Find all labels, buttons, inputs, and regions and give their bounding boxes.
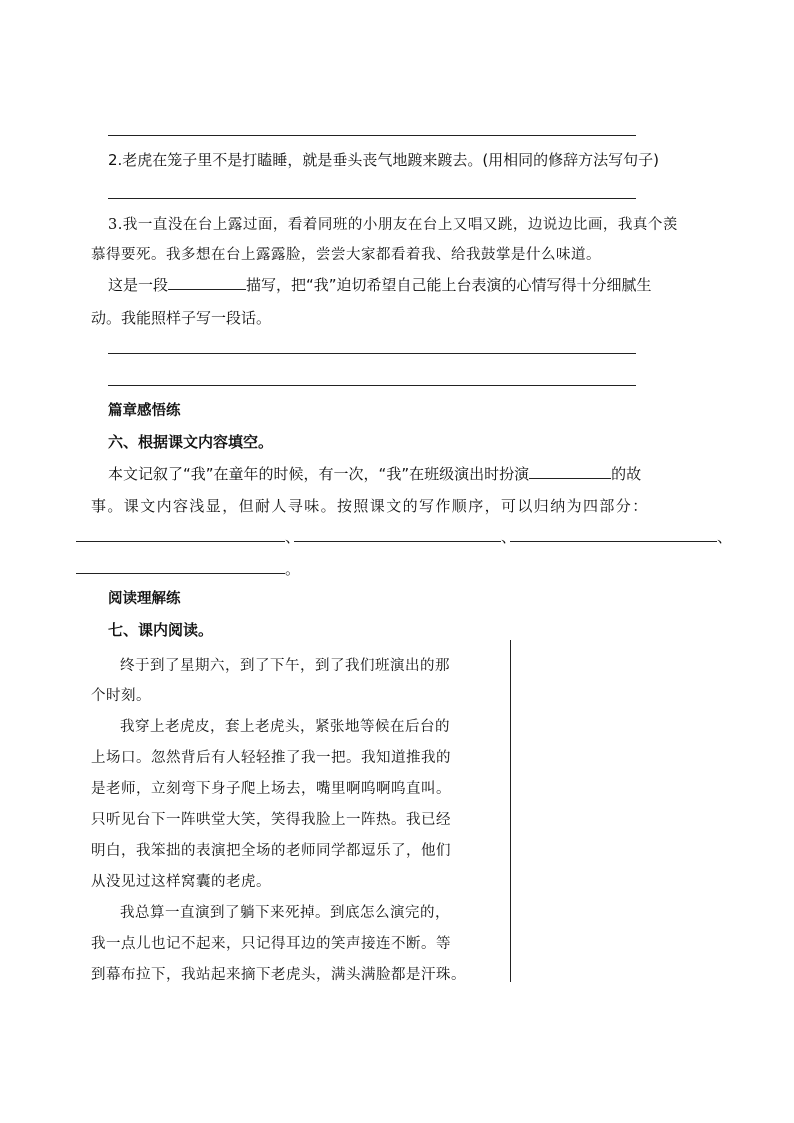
separator-3: 、 [717,528,733,546]
answer-line-q2[interactable] [108,198,636,199]
passage-line: 个时刻。 [91,688,151,704]
passage-line: 只听见台下一阵哄堂大笑，笑得我脸上一阵热。我已经 [91,812,451,828]
passage-line: 终于到了星期六，到了下午，到了我们班演出的那 [120,658,450,674]
passage-line: 我总算一直演到了躺下来死掉。到底怎么演完的， [120,905,450,921]
question-6-title: 六、根据课文内容填空。 [108,433,274,451]
question-6-line-2: 事。课文内容浅显，但耐人寻味。按照课文的写作顺序，可以归纳为四部分： [91,497,649,515]
passage-line: 从没见过这样窝囊的老虎。 [91,874,271,890]
blank-part-1[interactable] [76,541,285,542]
blank-part-4[interactable] [76,573,285,574]
question-3-prompt-cont: 动。我能照样子写一段话。 [91,309,272,327]
blank-part-2[interactable] [294,541,501,542]
question-7-title: 七、课内阅读。 [108,621,214,639]
question-3-line-1: 3.我一直没在台上露过面，看着同班的小朋友在台上又唱又跳，边说边比画，我真个羡 [108,217,678,233]
passage-line: 明白，我笨拙的表演把全场的老师同学都逗乐了，他们 [91,843,451,859]
separator-2: 、 [501,528,517,546]
answer-line-q3-1[interactable] [108,353,636,354]
blank-role[interactable] [529,464,611,479]
passage-line: 到幕布拉下，我站起来摘下老虎头，满头满脸都是汗珠。 [91,967,466,983]
blank-part-3[interactable] [510,541,717,542]
answer-line-q3-2[interactable] [108,385,636,386]
passage-border [510,640,511,982]
section-heading-reading: 阅读理解练 [108,591,181,607]
passage-line: 是老师，立刻弯下身子爬上场去，嘴里啊呜啊呜直叫。 [91,781,451,797]
question-6-line-1 [108,464,641,484]
passage-line: 我穿上老虎皮，套上老虎头，紧张地等候在后台的 [120,719,450,735]
passage-line: 我一点儿也记不起来，只记得耳边的笑声接连不断。等 [91,936,451,952]
question-3-prompt [108,275,652,295]
question-3-line-2: 慕得要死。我多想在台上露露脸，尝尝大家都看着我、给我鼓掌是什么味道。 [91,247,601,263]
q6-text-b: 的故 [611,465,642,483]
separator-1: 、 [285,528,301,546]
blank-description-type[interactable] [168,275,246,290]
end-mark: 。 [285,560,301,578]
section-heading-chapter: 篇章感悟练 [108,403,181,419]
answer-line-q1[interactable] [108,135,636,136]
q6-text-a: 本文记叙了“我”在童年的时候，有一次，“我”在班级演出时扮演 [108,465,530,483]
prompt-text-a: 这是一段 [108,276,169,294]
prompt-text-b: 描写，把“我”迫切希望自己能上台表演的心情写得十分细腻生 [246,276,652,294]
passage-line: 上场口。忽然背后有人轻轻推了我一把。我知道推我的 [91,750,451,766]
question-2: 2.老虎在笼子里不是打瞌睡，就是垂头丧气地踱来踱去。(用相同的修辞方法写句子) [108,151,660,169]
